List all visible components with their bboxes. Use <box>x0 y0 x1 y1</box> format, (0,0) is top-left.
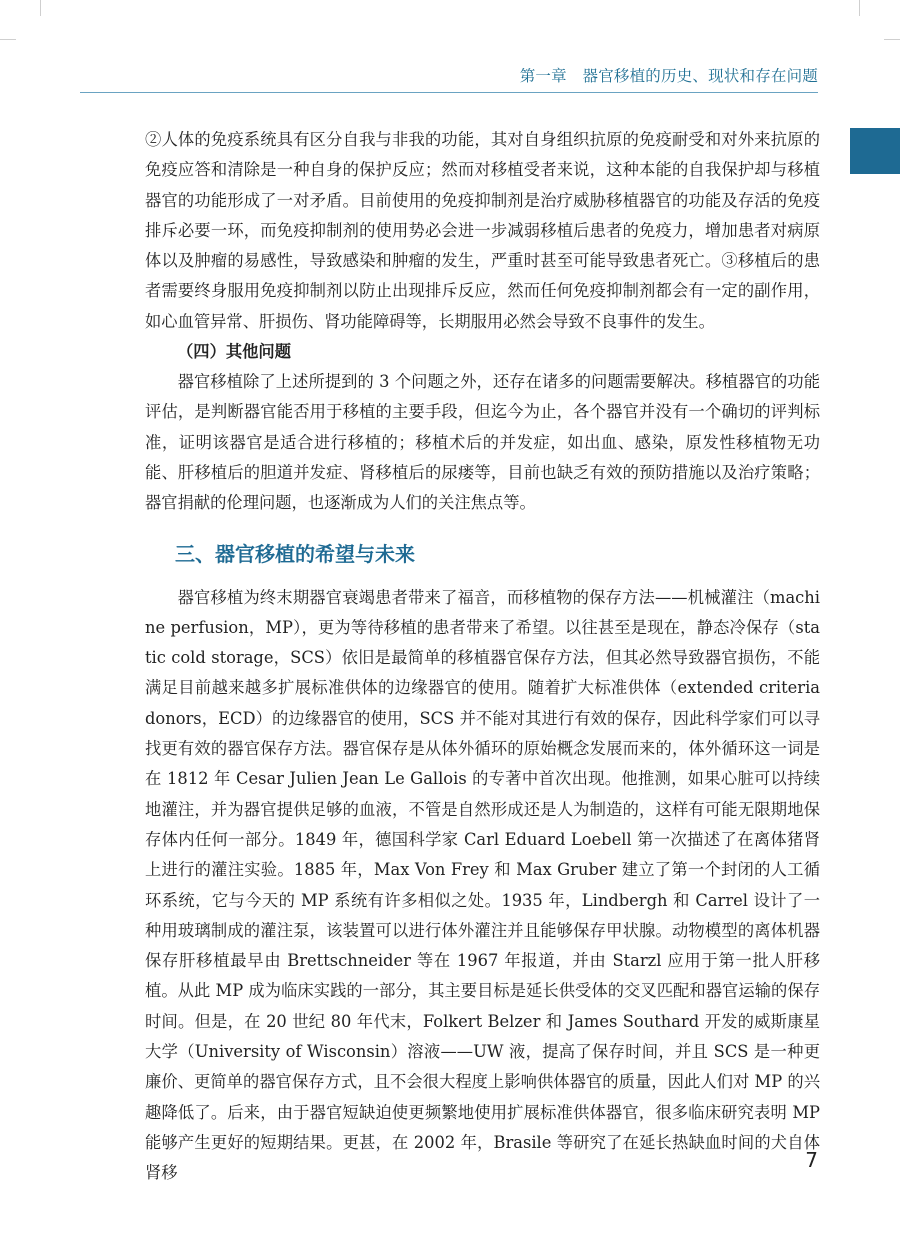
chapter-side-tab <box>850 128 900 174</box>
page-body <box>145 125 820 1189</box>
header-rule <box>80 92 818 93</box>
section-heading-hope-future: 三、器官移植的希望与未来 <box>175 541 415 566</box>
paragraph-machine-perfusion: 器官移植为终末期器官衰竭患者带来了福音，而移植物的保存方法——机械灌注（machine perfusion，MP），更为等待移植的患者带来了希望。以往甚至是现在，静态冷保存（static cold storage，SCS）依旧是最简单的移植器官保存方法，但其必然导致器官损伤，不能满足目前越来越多扩展标准供体的边缘器官的使用。随着扩大标准供体（extended criteria donors，ECD）的边缘器官的使用，SCS 并不能对其进行有效的保存，因此科学家们可以寻找更有效的器官保存方法。器官保存是从体外循环的原始概念发展而来的，体外循环这一词是在 1812 年 Cesar Julien Jean Le Gallois 的专著中首次出现。他推测，如果心脏可以持续地灌注，并为器官提供足够的血液，不管是自然形成还是人为制造的，这样有可能无限期地保存体内任何一部分。1849 年，德国科学家 Carl Eduard Loebell 第一次描述了在离体猪肾上进行的灌注实验。1885 年，Max Von Frey 和 Max Gruber 建立了第一个封闭的人工循环系统，它与今天的 MP 系统有许多相似之处。1935 年，Lindbergh 和 Carrel 设计了一种用玻璃制成的灌注泵，该装置可以进行体外灌注并且能够保存甲状腺。动物模型的离体机器保存肝移植最早由 Brettschneider 等在 1967 年报道，并由 Starzl 应用于第一批人肝移植。从此 MP 成为临床实践的一部分，其主要目标是延长供受体的交叉匹配和器官运输的保存时间。但是，在 20 世纪 80 年代末，Folkert Belzer 和 James Southard 开发的威斯康星大学（University of Wisconsin）溶液——UW 液，提高了保存时间，并且 SCS 是一种更廉价、更简单的器官保存方式，且不会很大程度上影响供体器官的质量，因此人们对 MP 的兴趣降低了。后来，由于器官短缺迫使更频繁地使用扩展标准供体器官，很多临床研究表明 MP 能够产生更好的短期结果。更甚，在 2002 年，Brasile 等研究了在延长热缺血时间的犬自体肾移 <box>145 587 820 1183</box>
running-header-title: 第一章 器官移植的历史、现状和存在问题 <box>519 67 818 85</box>
paragraph-other-problems: 器官移植除了上述所提到的 3 个问题之外，还存在诸多的问题需要解决。移植器官的功能评估，是判断器官能否用于移植的主要手段，但迄今为止，各个器官并没有一个确切的评判标准，证明该器官是适合进行移植的；移植术后的并发症，如出血、感染，原发性移植物无功能、肝移植后的胆道并发症、肾移植后的尿瘘等，目前也缺乏有效的预防措施以及治疗策略；器官捐献的伦理问题，也逐渐成为人们的关注焦点等。 <box>145 372 820 513</box>
crop-mark-top-left-v <box>40 0 41 16</box>
crop-mark-top-left-h <box>0 39 16 40</box>
crop-mark-top-right-h <box>884 39 900 40</box>
page-number: 7 <box>805 1148 818 1172</box>
crop-mark-top-right-v <box>859 0 860 16</box>
subheading-other-problems: （四）其他问题 <box>177 342 291 362</box>
paragraph-immune-problems: ②人体的免疫系统具有区分自我与非我的功能，其对自身组织抗原的免疫耐受和对外来抗原的免疫应答和清除是一种自身的保护反应；然而对移植受者来说，这种本能的自我保护却与移植器官的功能形成了一对矛盾。目前使用的免疫抑制剂是治疗威胁移植器官的功能及存活的免疫排斥必要一环，而免疫抑制剂的使用势必会进一步减弱移植后患者的免疫力，增加患者对病原体以及肿瘤的易感性，导致感染和肿瘤的发生，严重时甚至可能导致患者死亡。③移植后的患者需要终身服用免疫抑制剂以防止出现排斥反应，然而任何免疫抑制剂都会有一定的副作用，如心血管异常、肝损伤、肾功能障碍等，长期服用必然会导致不良事件的发生。 <box>145 130 820 331</box>
